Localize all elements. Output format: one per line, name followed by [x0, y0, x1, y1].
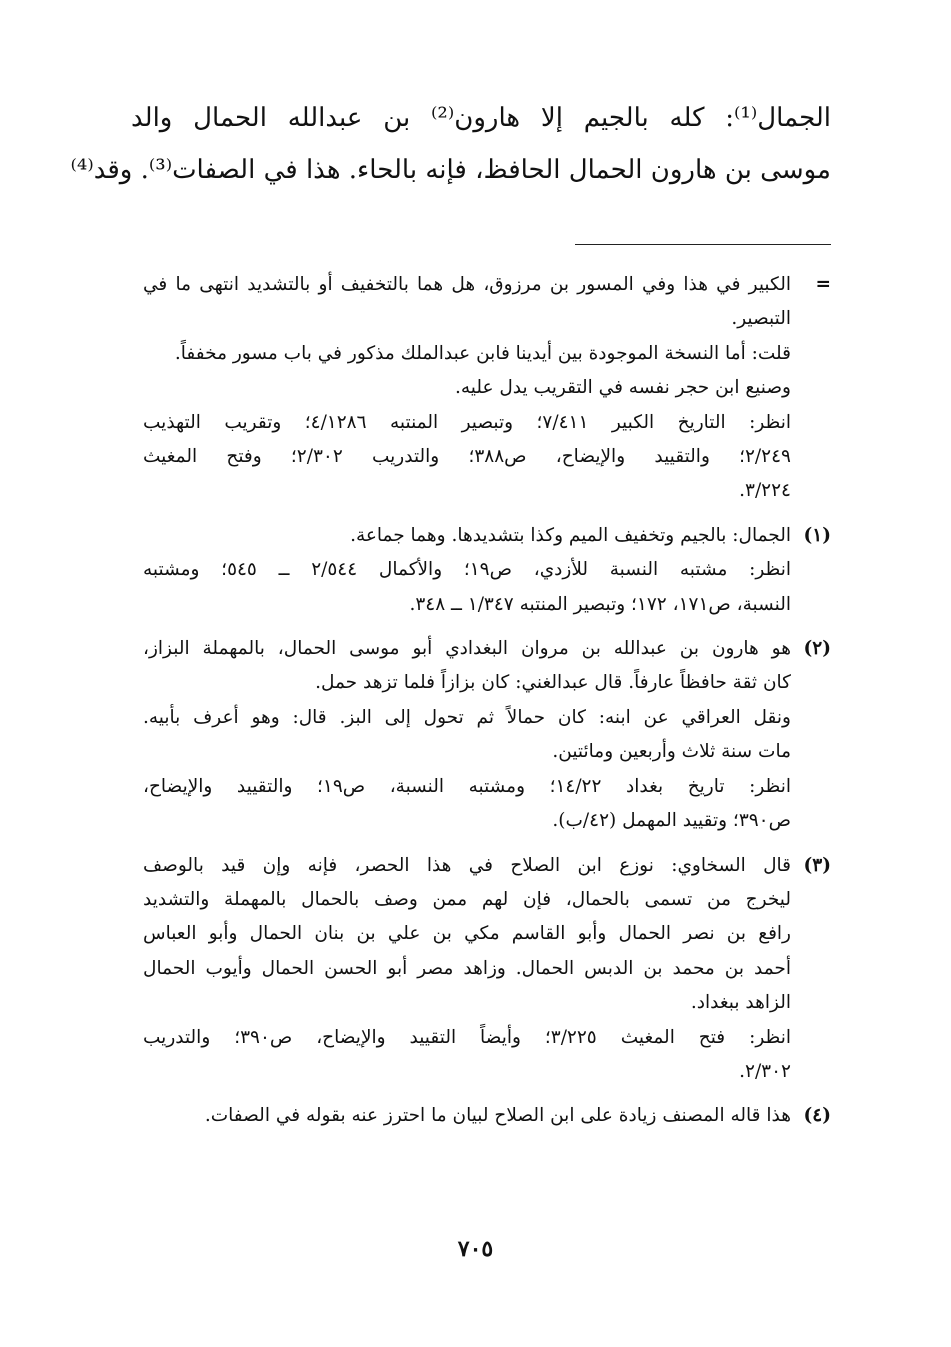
footnote-mark: (٣) — [803, 854, 831, 876]
footnote-line: هذا قاله المصنف زيادة على ابن الصلاح لبيان ما احترز عنه بقوله في الصفات. — [204, 1105, 791, 1127]
footnote-2 — [143, 632, 831, 838]
footnote-line: الزاهد ببغداد. — [690, 992, 791, 1014]
footnote-line: هو هارون بن عبدالله بن مروان البغدادي أبو موسى الحمال، بالمهملة البزاز، — [143, 638, 791, 660]
footnote-continued — [143, 268, 831, 509]
footnote-line: النسبة، ص١٧١، ١٧٢؛ وتبصير المنتبه ١/٣٤٧ ــ ٣٤٨. — [409, 593, 791, 615]
footnote-separator — [575, 244, 831, 245]
footnote-line: التبصير. — [731, 308, 791, 330]
footnote-3 — [143, 849, 831, 1090]
footnote-line: كان ثقة حافظاً عارفاً. قال عبدالغني: كان بزازاً فلما تزهد حمل. — [315, 672, 791, 694]
footnote-line: ٣/٢٢٤. — [739, 480, 791, 502]
footnote-line: ص٣٩٠؛ وتقييد المهمل (٤٢/ب). — [552, 810, 791, 832]
footnote-line: ونقل العراقي عن ابنه: كان حمالاً ثم تحول إلى البز. قال: وهو أعرف بأبيه. — [143, 706, 791, 728]
footnote-mark: = — [815, 274, 831, 295]
footnote-line: الكبير في هذا وفي المسور بن مرزوق، هل هما بالتخفيف أو بالتشديد انتهى ما في — [143, 274, 791, 295]
main-text-line-2: موسى بن هارون الحمال الحافظ، فإنه بالحاء. هذا في الصفات⁽³⁾. وقد⁽⁴⁾ — [70, 155, 831, 185]
footnote-line: مات سنة ثلاث وأربعين ومائتين. — [552, 741, 791, 763]
footnote-line: انظر: مشتبه النسبة للأزدي، ص١٩؛ والأكمال ٢/٥٤٤ ــ ٥٤٥؛ ومشتبه — [143, 559, 792, 581]
footnote-4 — [143, 1099, 831, 1133]
footnote-line: رافع بن نصر الحمال وأبو القاسم مكي بن علي بن بنان الحمال وأبو العباس — [143, 923, 791, 945]
footnote-mark: (٤) — [803, 1105, 831, 1127]
footnote-line: ليخرج من تسمى بالحمال، فإن لهم ممن وصف بالحمال بالمهملة والتشديد — [143, 888, 791, 910]
footnote-line: قال السخاوي: نوزع ابن الصلاح في هذا الحصر، فإنه وإن قيد بالوصف — [143, 854, 791, 876]
footnote-line: انظر: فتح المغيث ٣/٢٢٥؛ وأيضاً التقييد والإيضاح، ص٣٩٠؛ والتدريب — [143, 1026, 791, 1048]
footnote-line: انظر: التاريخ الكبير ٧/٤١١؛ وتبصير المنتبه ٤/١٢٨٦؛ وتقريب التهذيب — [143, 411, 791, 433]
footnote-mark: (٢) — [803, 638, 831, 660]
main-text — [70, 92, 832, 196]
footnote-line: ٢/٣٠٢. — [739, 1060, 791, 1082]
page-number: ٧٠٥ — [457, 1236, 494, 1262]
footnote-line: ٢/٢٤٩؛ والتقييد والإيضاح، ص٣٨٨؛ والتدريب ٢/٣٠٢؛ وفتح المغيث — [143, 446, 791, 468]
footnotes — [143, 268, 831, 1144]
main-text-line-1: الجمال⁽¹⁾: كله بالجيم إلا هارون⁽²⁾ بن عبدالله الحمال والد — [131, 103, 832, 133]
footnote-line: الجمال: بالجيم وتخفيف الميم وكذا بتشديدها. وهما جماعة. — [350, 524, 791, 546]
footnote-line: انظر: تاريخ بغداد ١٤/٢٢؛ ومشتبه النسبة، ص١٩؛ والتقييد والإيضاح، — [143, 775, 791, 797]
footnote-line: قلت: أما النسخة الموجودة بين أيدينا فابن عبدالملك مذكور في باب مسور مخففاً. — [174, 342, 791, 364]
footnote-mark: (١) — [803, 524, 831, 546]
footnote-1 — [143, 519, 831, 622]
footnote-line: أحمد بن محمد بن الدبس الحمال. وزاهد مصر أبو الحسن الحمال وأيوب الحمال — [143, 957, 791, 979]
footnote-line: وصنيع ابن حجر نفسه في التقريب يدل عليه. — [454, 377, 791, 399]
